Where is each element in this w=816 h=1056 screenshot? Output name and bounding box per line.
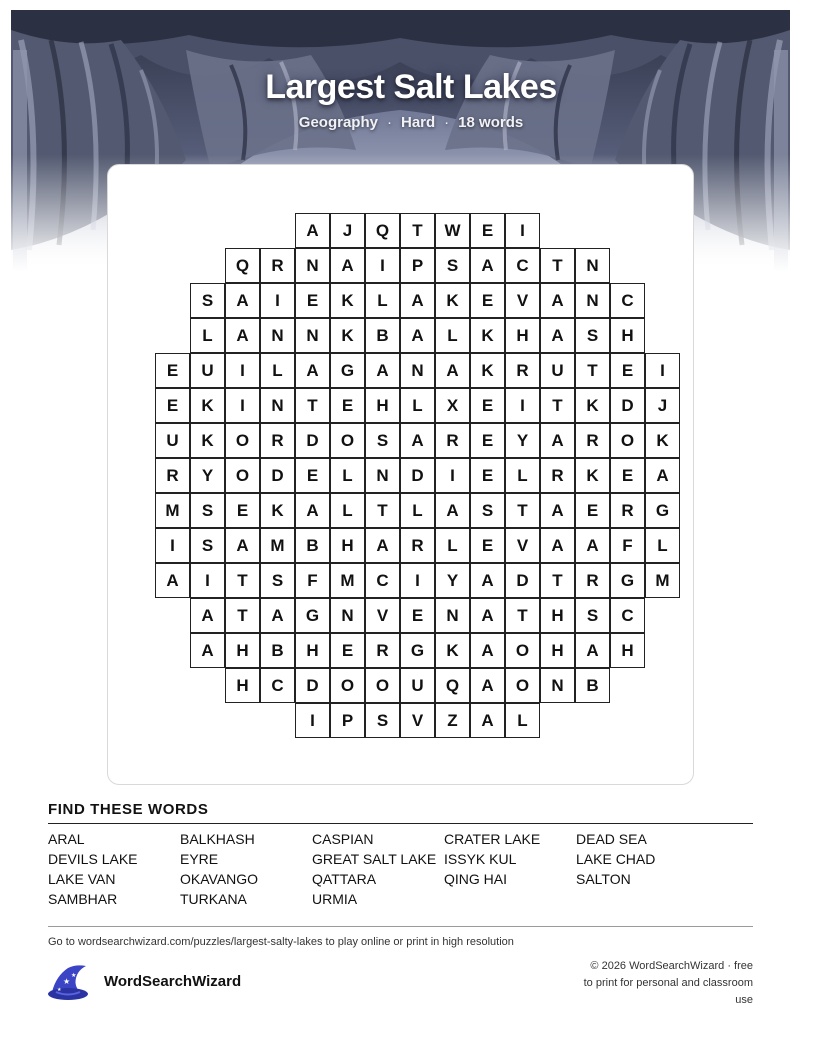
grid-cell[interactable]: E <box>470 388 505 423</box>
grid-cell[interactable]: T <box>505 493 540 528</box>
grid-cell[interactable]: Y <box>435 563 470 598</box>
grid-cell[interactable]: S <box>190 283 225 318</box>
grid-cell[interactable]: A <box>365 353 400 388</box>
grid-cell[interactable]: E <box>470 528 505 563</box>
grid-cell[interactable]: Z <box>435 703 470 738</box>
grid-cell[interactable]: O <box>225 458 260 493</box>
grid-cell[interactable]: L <box>400 388 435 423</box>
grid-cell[interactable]: A <box>225 318 260 353</box>
grid-cell[interactable]: A <box>435 353 470 388</box>
grid-cell[interactable]: C <box>610 283 645 318</box>
grid-cell[interactable]: U <box>400 668 435 703</box>
grid-cell[interactable]: I <box>505 388 540 423</box>
word-list-item: OKAVANGO <box>180 871 259 887</box>
grid-cell[interactable]: G <box>645 493 680 528</box>
grid-cell[interactable]: N <box>295 318 330 353</box>
grid-cell[interactable]: I <box>645 353 680 388</box>
category-label: Geography <box>298 114 378 131</box>
grid-cell[interactable]: A <box>470 248 505 283</box>
grid-cell[interactable]: A <box>295 493 330 528</box>
word-list-item: ISSYK KUL <box>444 851 517 867</box>
grid-cell[interactable]: K <box>330 283 365 318</box>
grid-cell[interactable]: A <box>260 598 295 633</box>
grid-cell[interactable]: A <box>400 318 435 353</box>
grid-cell[interactable]: A <box>225 528 260 563</box>
grid-cell[interactable]: O <box>505 668 540 703</box>
grid-cell[interactable]: O <box>330 423 365 458</box>
grid-cell[interactable]: N <box>575 283 610 318</box>
grid-cell[interactable]: T <box>225 598 260 633</box>
grid-cell[interactable]: U <box>190 353 225 388</box>
grid-cell[interactable]: H <box>540 633 575 668</box>
grid-cell[interactable]: T <box>575 353 610 388</box>
grid-cell[interactable]: U <box>155 423 190 458</box>
grid-cell[interactable]: L <box>505 703 540 738</box>
grid-cell[interactable]: Q <box>365 213 400 248</box>
grid-cell[interactable]: B <box>365 318 400 353</box>
grid-cell[interactable]: A <box>470 703 505 738</box>
grid-cell[interactable]: M <box>260 528 295 563</box>
grid-cell[interactable]: S <box>365 703 400 738</box>
word-list <box>48 831 753 907</box>
grid-cell[interactable]: A <box>295 213 330 248</box>
grid-cell[interactable]: A <box>540 423 575 458</box>
grid-cell[interactable]: N <box>365 458 400 493</box>
grid-cell[interactable]: R <box>575 423 610 458</box>
grid-cell[interactable]: B <box>260 633 295 668</box>
grid-cell[interactable]: V <box>365 598 400 633</box>
grid-cell[interactable]: K <box>435 633 470 668</box>
grid-cell[interactable]: E <box>225 493 260 528</box>
grid-cell[interactable]: R <box>260 423 295 458</box>
grid-cell[interactable]: S <box>575 598 610 633</box>
grid-cell[interactable]: F <box>610 528 645 563</box>
grid-cell[interactable]: L <box>365 283 400 318</box>
grid-cell[interactable]: I <box>225 388 260 423</box>
grid-cell[interactable]: A <box>435 493 470 528</box>
grid-cell[interactable]: H <box>225 633 260 668</box>
grid-cell[interactable]: K <box>330 318 365 353</box>
grid-cell[interactable]: K <box>575 388 610 423</box>
grid-cell[interactable]: L <box>190 318 225 353</box>
grid-cell[interactable]: C <box>505 248 540 283</box>
grid-cell[interactable]: N <box>295 248 330 283</box>
grid-cell[interactable]: A <box>470 633 505 668</box>
grid-cell[interactable]: A <box>575 528 610 563</box>
grid-cell[interactable]: D <box>400 458 435 493</box>
word-list-item: TURKANA <box>180 891 247 907</box>
svg-text:★: ★ <box>57 987 62 993</box>
wizard-hat-icon <box>46 962 92 1004</box>
grid-cell[interactable]: S <box>190 528 225 563</box>
word-list-item: CASPIAN <box>312 831 374 847</box>
grid-cell[interactable]: N <box>260 318 295 353</box>
grid-cell[interactable]: S <box>190 493 225 528</box>
grid-cell[interactable]: S <box>470 493 505 528</box>
grid-cell[interactable]: C <box>365 563 400 598</box>
grid-cell[interactable]: A <box>540 318 575 353</box>
grid-cell[interactable]: A <box>400 423 435 458</box>
grid-cell[interactable]: A <box>190 633 225 668</box>
grid-cell[interactable]: A <box>540 528 575 563</box>
grid-cell[interactable]: G <box>610 563 645 598</box>
grid-cell[interactable]: C <box>610 598 645 633</box>
grid-cell[interactable]: G <box>400 633 435 668</box>
grid-cell[interactable]: I <box>295 703 330 738</box>
word-list-heading: FIND THESE WORDS <box>48 801 209 818</box>
grid-cell[interactable]: V <box>400 703 435 738</box>
grid-cell[interactable]: K <box>190 423 225 458</box>
letter-grid <box>155 213 680 737</box>
grid-cell[interactable]: T <box>540 248 575 283</box>
grid-cell[interactable]: I <box>260 283 295 318</box>
grid-cell[interactable]: T <box>225 563 260 598</box>
grid-cell[interactable]: Q <box>435 668 470 703</box>
word-list-item: BALKHASH <box>180 831 255 847</box>
grid-cell[interactable]: F <box>295 563 330 598</box>
grid-cell[interactable]: A <box>540 283 575 318</box>
grid-cell[interactable]: L <box>505 458 540 493</box>
grid-cell[interactable]: M <box>645 563 680 598</box>
grid-cell[interactable]: R <box>575 563 610 598</box>
grid-cell[interactable]: L <box>330 493 365 528</box>
grid-cell[interactable]: A <box>225 283 260 318</box>
grid-cell[interactable]: H <box>295 633 330 668</box>
svg-text:★: ★ <box>71 972 77 979</box>
grid-cell[interactable]: Q <box>225 248 260 283</box>
grid-cell[interactable]: R <box>260 248 295 283</box>
grid-cell[interactable]: L <box>435 528 470 563</box>
grid-cell[interactable]: H <box>225 668 260 703</box>
grid-cell[interactable]: J <box>645 388 680 423</box>
grid-cell[interactable]: H <box>540 598 575 633</box>
grid-cell[interactable]: M <box>330 563 365 598</box>
grid-cell[interactable]: I <box>435 458 470 493</box>
grid-cell[interactable]: E <box>155 353 190 388</box>
grid-cell[interactable]: M <box>155 493 190 528</box>
grid-cell[interactable]: L <box>645 528 680 563</box>
grid-cell[interactable]: E <box>610 458 645 493</box>
grid-cell[interactable]: N <box>435 598 470 633</box>
meta-separator: · <box>444 114 450 131</box>
grid-cell[interactable]: A <box>155 563 190 598</box>
word-list-item: ARAL <box>48 831 85 847</box>
word-list-item: EYRE <box>180 851 219 867</box>
grid-cell[interactable]: V <box>505 283 540 318</box>
grid-cell[interactable]: W <box>435 213 470 248</box>
grid-cell[interactable]: H <box>610 633 645 668</box>
grid-cell[interactable]: A <box>400 283 435 318</box>
grid-cell[interactable]: A <box>470 668 505 703</box>
word-list-item: DEVILS LAKE <box>48 851 138 867</box>
grid-cell[interactable]: N <box>260 388 295 423</box>
grid-cell[interactable]: C <box>260 668 295 703</box>
grid-cell[interactable]: E <box>295 458 330 493</box>
grid-cell[interactable]: V <box>505 528 540 563</box>
grid-cell[interactable]: L <box>260 353 295 388</box>
grid-cell[interactable]: R <box>365 633 400 668</box>
grid-cell[interactable]: D <box>505 563 540 598</box>
grid-cell[interactable]: A <box>575 633 610 668</box>
grid-cell[interactable]: A <box>295 353 330 388</box>
grid-cell[interactable]: E <box>470 213 505 248</box>
word-list-item: SALTON <box>576 871 631 887</box>
grid-cell[interactable]: K <box>470 318 505 353</box>
grid-cell[interactable]: R <box>505 353 540 388</box>
grid-cell[interactable]: T <box>540 388 575 423</box>
word-list-item: CRATER LAKE <box>444 831 541 847</box>
grid-cell[interactable]: R <box>435 423 470 458</box>
grid-cell[interactable]: E <box>155 388 190 423</box>
grid-cell[interactable]: B <box>575 668 610 703</box>
grid-cell[interactable]: I <box>365 248 400 283</box>
grid-cell[interactable]: A <box>645 458 680 493</box>
grid-cell[interactable]: L <box>435 318 470 353</box>
grid-cell[interactable]: E <box>330 388 365 423</box>
grid-cell[interactable]: T <box>400 213 435 248</box>
grid-cell[interactable]: D <box>295 668 330 703</box>
grid-cell[interactable]: O <box>365 668 400 703</box>
puzzle-meta <box>11 114 790 131</box>
difficulty-label: Hard <box>400 114 436 131</box>
grid-cell[interactable]: Y <box>505 423 540 458</box>
grid-cell[interactable]: K <box>190 388 225 423</box>
word-list-item: DEAD SEA <box>576 831 647 847</box>
grid-cell[interactable]: I <box>400 563 435 598</box>
svg-text:★: ★ <box>63 977 71 986</box>
grid-cell[interactable]: N <box>575 248 610 283</box>
grid-cell[interactable]: A <box>365 528 400 563</box>
puzzle-title: Largest Salt Lakes <box>265 68 557 106</box>
grid-cell[interactable]: L <box>400 493 435 528</box>
grid-cell[interactable]: E <box>470 423 505 458</box>
grid-cell[interactable]: A <box>540 493 575 528</box>
grid-cell[interactable]: O <box>225 423 260 458</box>
grid-cell[interactable]: T <box>540 563 575 598</box>
grid-cell[interactable]: I <box>505 213 540 248</box>
grid-cell[interactable]: P <box>330 703 365 738</box>
word-list-item: URMIA <box>312 891 358 907</box>
grid-cell[interactable]: B <box>295 528 330 563</box>
grid-cell[interactable]: G <box>295 598 330 633</box>
grid-cell[interactable]: R <box>540 458 575 493</box>
grid-cell[interactable]: D <box>260 458 295 493</box>
grid-cell[interactable]: E <box>330 633 365 668</box>
grid-cell[interactable]: K <box>260 493 295 528</box>
grid-cell[interactable]: H <box>365 388 400 423</box>
copyright-note: © 2026 WordSearchWizard · free to print for personal and classroom use <box>583 960 753 1006</box>
word-count-label: 18 words <box>458 114 524 131</box>
grid-cell[interactable]: E <box>610 353 645 388</box>
grid-cell[interactable]: K <box>575 458 610 493</box>
grid-cell[interactable]: S <box>435 248 470 283</box>
grid-cell[interactable]: A <box>330 248 365 283</box>
grid-cell[interactable]: T <box>295 388 330 423</box>
grid-cell[interactable]: N <box>330 598 365 633</box>
grid-cell[interactable]: K <box>645 423 680 458</box>
word-list-item: SAMBHAR <box>48 891 118 907</box>
grid-cell[interactable]: E <box>470 283 505 318</box>
grid-cell[interactable]: O <box>330 668 365 703</box>
grid-cell[interactable]: O <box>505 633 540 668</box>
grid-cell[interactable]: H <box>330 528 365 563</box>
grid-cell[interactable]: J <box>330 213 365 248</box>
grid-cell[interactable]: R <box>400 528 435 563</box>
word-list-item: GREAT SALT LAKE <box>312 851 437 867</box>
word-list-item: QATTARA <box>312 871 377 887</box>
grid-cell[interactable]: A <box>470 563 505 598</box>
play-online-note: Go to wordsearchwizard.com/puzzles/largest-salty-lakes to play online or print in high resolution <box>48 936 514 948</box>
meta-separator: · <box>386 114 392 131</box>
grid-cell[interactable]: S <box>260 563 295 598</box>
grid-cell[interactable]: R <box>610 493 645 528</box>
grid-cell[interactable]: I <box>225 353 260 388</box>
grid-cell[interactable]: E <box>575 493 610 528</box>
grid-cell[interactable]: S <box>575 318 610 353</box>
word-list-item: LAKE VAN <box>48 871 116 887</box>
grid-cell[interactable]: E <box>470 458 505 493</box>
grid-cell[interactable]: Y <box>190 458 225 493</box>
brand-name: WordSearchWizard <box>104 973 242 990</box>
grid-cell[interactable]: A <box>470 598 505 633</box>
grid-cell[interactable]: I <box>155 528 190 563</box>
grid-cell[interactable]: K <box>435 283 470 318</box>
grid-cell[interactable]: H <box>505 318 540 353</box>
grid-cell[interactable]: N <box>400 353 435 388</box>
grid-cell[interactable]: E <box>295 283 330 318</box>
grid-cell[interactable]: T <box>365 493 400 528</box>
grid-cell[interactable]: X <box>435 388 470 423</box>
grid-cell[interactable]: L <box>330 458 365 493</box>
grid-cell[interactable]: K <box>470 353 505 388</box>
grid-cell[interactable]: O <box>610 423 645 458</box>
divider <box>48 823 753 824</box>
grid-cell[interactable]: D <box>610 388 645 423</box>
word-list-item: QING HAI <box>444 871 508 887</box>
grid-cell[interactable]: E <box>400 598 435 633</box>
grid-cell[interactable]: D <box>295 423 330 458</box>
grid-cell[interactable]: H <box>610 318 645 353</box>
grid-cell[interactable]: U <box>540 353 575 388</box>
grid-cell[interactable]: A <box>190 598 225 633</box>
grid-cell[interactable]: G <box>330 353 365 388</box>
grid-cell[interactable]: I <box>190 563 225 598</box>
grid-cell[interactable]: R <box>155 458 190 493</box>
grid-cell[interactable]: N <box>540 668 575 703</box>
divider <box>48 926 753 927</box>
word-list-item: LAKE CHAD <box>576 851 656 867</box>
grid-cell[interactable]: P <box>400 248 435 283</box>
grid-cell[interactable]: S <box>365 423 400 458</box>
grid-cell[interactable]: T <box>505 598 540 633</box>
